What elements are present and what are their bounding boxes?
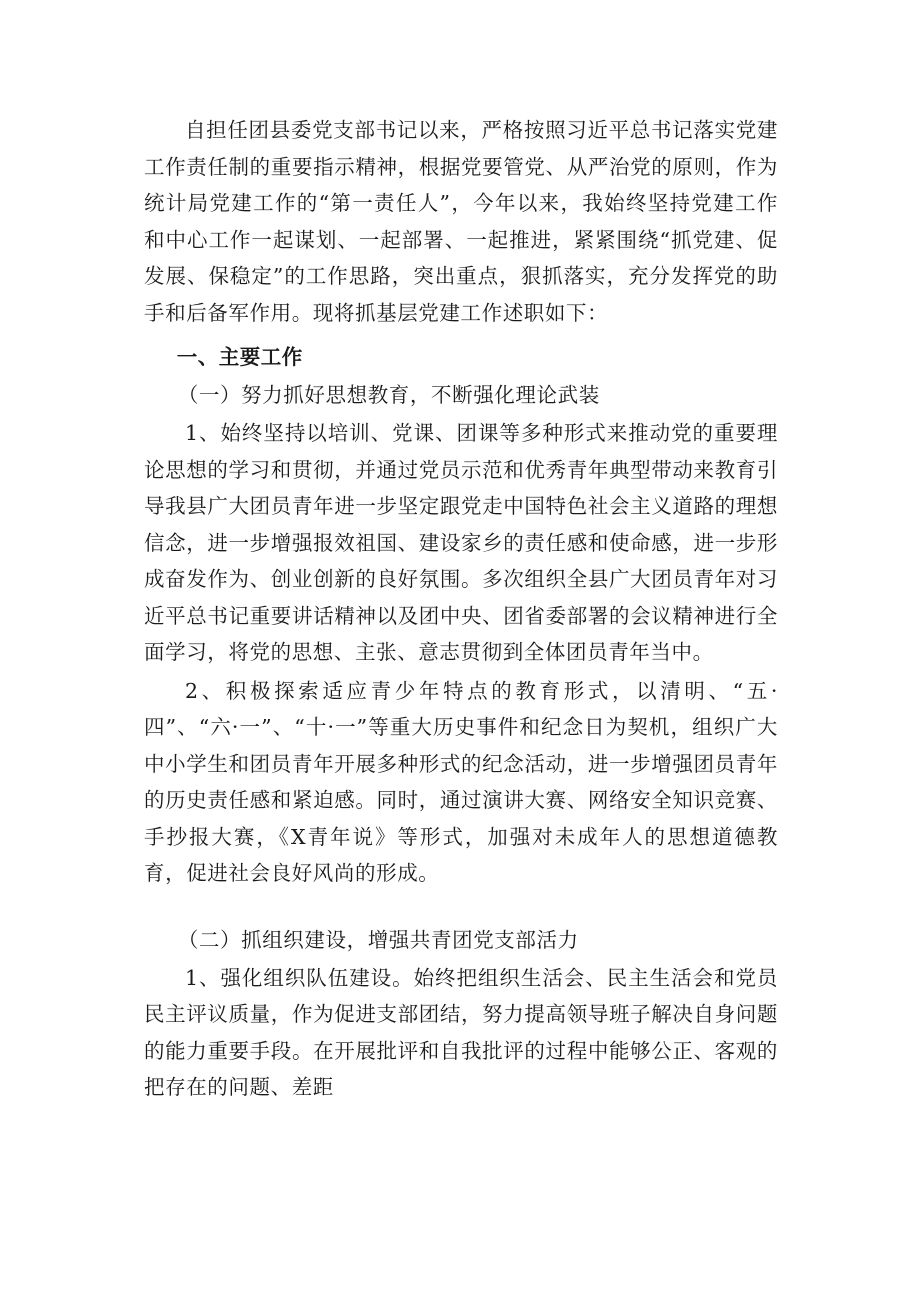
section-heading-main-work: 一、主要工作 bbox=[176, 345, 303, 369]
intro-paragraph: 自担任团县委党支部书记以来，严格按照习近平总书记落实党建工作责任制的重要指示精神，根据党要管党、从严治党的原则，作为统计局党建工作的“第一责任人”，今年以来，我始终坚持党建工作和中心工作一起谋划、一起部署、一起推进，紧紧围绕“抓党建、促发展、保稳定”的工作思路，突出重点，狠抓落实，充分发挥党的助手和后备军作用。现将抓基层党建工作述职如下： bbox=[144, 118, 778, 325]
subsection-heading-ideological-education: （一）努力抓好思想教育，不断强化理论武装 bbox=[177, 383, 600, 407]
paragraph-2-1: 1、强化组织队伍建设。始终把组织生活会、民主生活会和党员民主评议质量，作为促进支部团结，努力提高领导班子解决自身问题的能力重要手段。在开展批评和自我批评的过程中能够公正、客观的把存在的问题、差距 bbox=[144, 965, 778, 1099]
subsection-heading-organization-building: （二）抓组织建设，增强共青团党支部活力 bbox=[177, 927, 579, 952]
paragraph-1-1: 1、始终坚持以培训、党课、团课等多种形式来推动党的重要理论思想的学习和贯彻，并通过党员示范和优秀青年典型带动来教育引导我县广大团员青年进一步坚定跟党走中国特色社会主义道路的理想信念，进一步增强报效祖国、建设家乡的责任感和使命感，进一步形成奋发作为、创业创新的良好氛围。多次组织全县广大团员青年对习近平总书记重要讲话精神以及团中央、团省委部署的会议精神进行全面学习，将党的思想、主张、意志贯彻到全体团员青年当中。 bbox=[144, 421, 778, 664]
paragraph-1-2: 2、积极探索适应青少年特点的教育形式，以清明、“五·四”、“六·一”、“十·一”等重大历史事件和纪念日为契机，组织广大中小学生和团员青年开展多种形式的纪念活动，进一步增强团员青年的历史责任感和紧迫感。同时，通过演讲大赛、网络安全知识竞赛、手抄报大赛，《X青年说》等形式，加强对未成年人的思想道德教育，促进社会良好风尚的形成。 bbox=[144, 678, 778, 885]
